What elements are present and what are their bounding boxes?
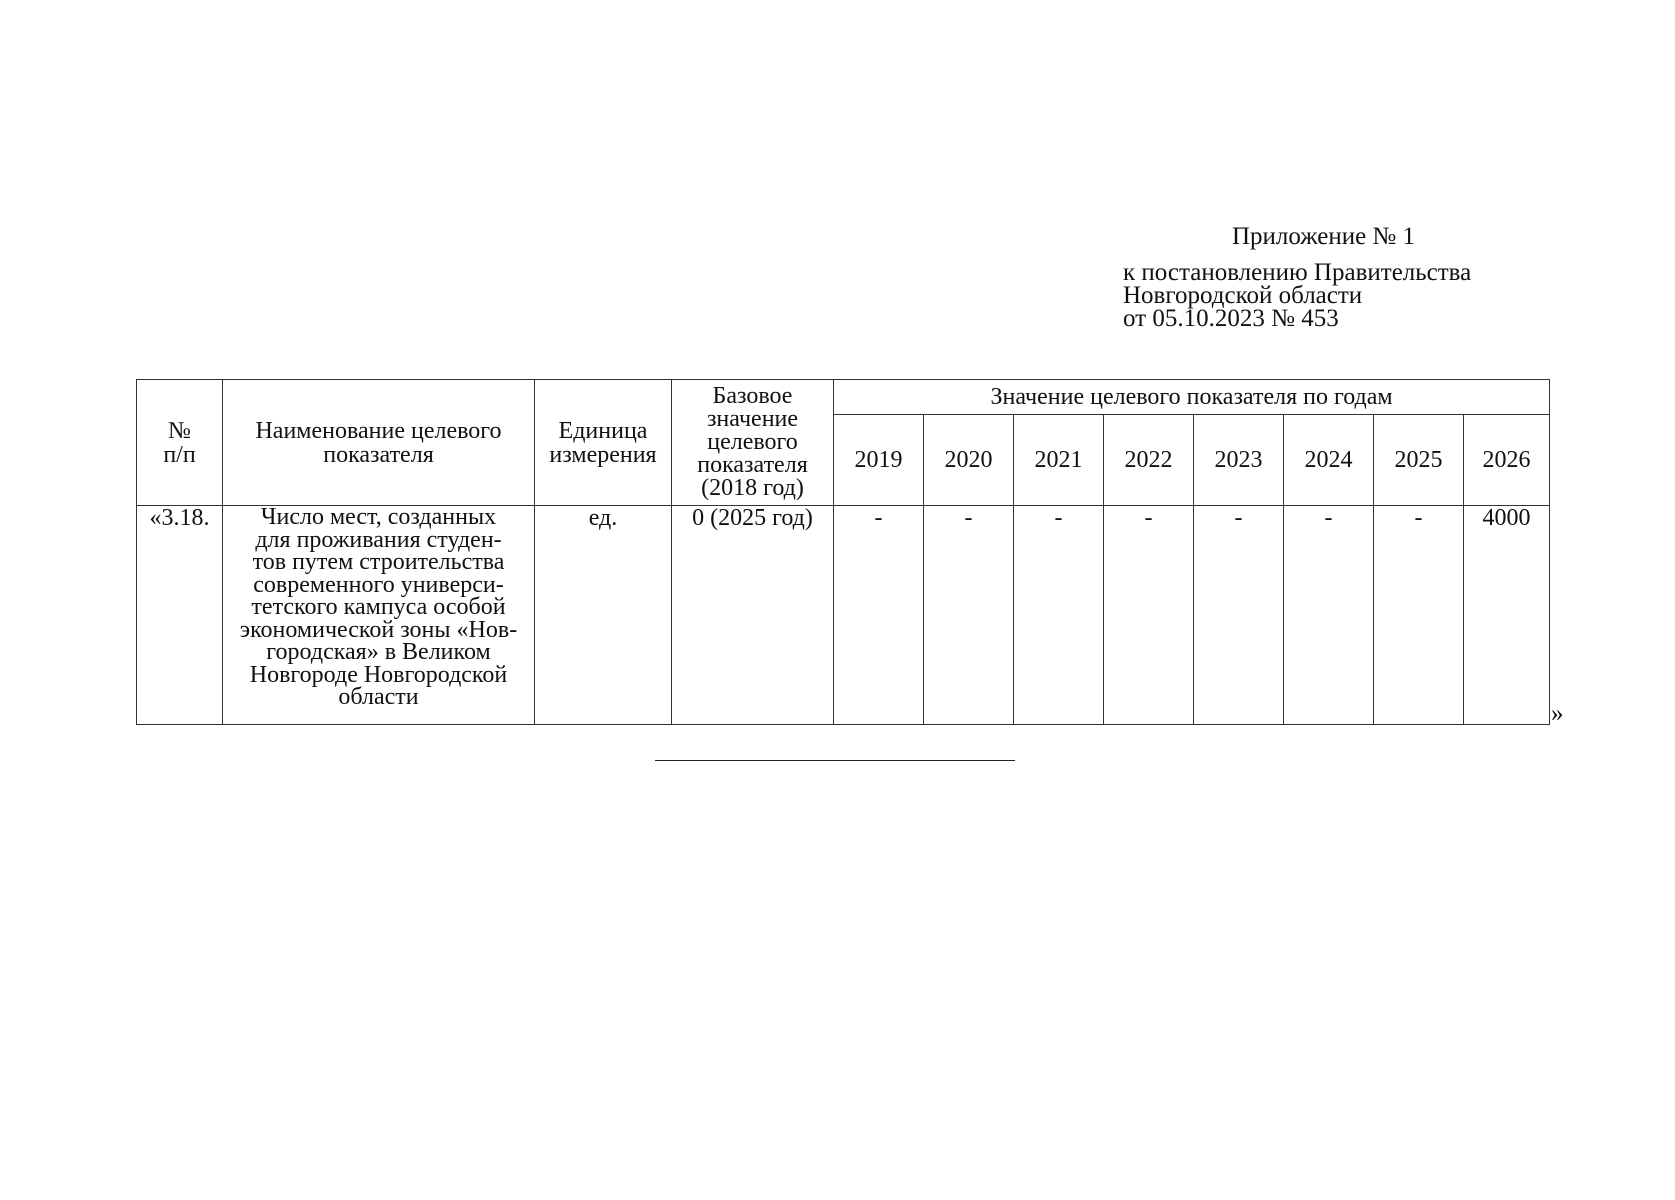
indicator-name-line: для проживания студен-: [255, 526, 502, 553]
header-year: 2020: [924, 415, 1014, 506]
indicator-name-line: тетского кампуса особой: [251, 594, 506, 620]
target-indicators-table: [136, 379, 1550, 725]
header-years-group: Значение целевого показателя по годам: [834, 380, 1550, 415]
indicator-name-line: тов путем строительства: [252, 549, 505, 575]
header-year: 2023: [1194, 415, 1284, 506]
indicator-name-line: области: [338, 684, 419, 710]
indicator-name-line: городская» в Великом: [266, 639, 491, 665]
indicator-name-line: экономической зоны «Нов-: [239, 616, 518, 643]
header-year: 2024: [1284, 415, 1374, 506]
appendix-reference-line: Новгородской области: [1123, 282, 1363, 309]
header-base-line: Базовое: [712, 383, 793, 409]
appendix-reference-line: к постановлению Правительства: [1123, 259, 1472, 286]
header-base-line: значение: [706, 406, 799, 432]
header-year: 2021: [1014, 415, 1104, 506]
header-base-line: (2018 год): [701, 475, 804, 501]
header-unit-line: измерения: [549, 441, 657, 468]
unit-cell: ед.: [535, 506, 672, 725]
separator-line: [655, 760, 1015, 761]
year-value-cell: -: [834, 506, 924, 725]
row-number: «3.18.: [137, 506, 223, 725]
year-value-cell: -: [1104, 506, 1194, 725]
header-year: 2022: [1104, 415, 1194, 506]
header-year: 2019: [834, 415, 924, 506]
base-value-cell: 0 (2025 год): [672, 506, 834, 725]
table-row: [137, 506, 1550, 725]
closing-quote: »: [1551, 700, 1564, 727]
year-value-cell: -: [1194, 506, 1284, 725]
year-value-cell: -: [1014, 506, 1104, 725]
header-number-line: п/п: [163, 441, 196, 468]
indicator-name-line: Новгороде Новгородской: [249, 661, 508, 688]
header-base-line: показателя: [697, 452, 808, 478]
header-base-value: [672, 380, 834, 506]
header-year: 2025: [1374, 415, 1464, 506]
header-base-line: целевого: [707, 429, 798, 455]
year-value-cell: -: [1374, 506, 1464, 725]
year-value-cell: -: [924, 506, 1014, 725]
header-name-line: Наименование целевого: [255, 417, 502, 444]
indicator-name-line: Число мест, созданных: [260, 504, 497, 530]
header-year: 2026: [1464, 415, 1550, 506]
header-number: [137, 380, 223, 506]
header-unit-line: Единица: [558, 417, 648, 444]
header-indicator-name: [223, 380, 535, 506]
appendix-reference: [1123, 261, 1471, 330]
year-value-cell: 4000: [1464, 506, 1550, 725]
header-unit: [535, 380, 672, 506]
indicator-name-line: современного универси-: [253, 571, 504, 598]
indicator-name: [223, 506, 535, 725]
year-value-cell: -: [1284, 506, 1374, 725]
header-row-top: [137, 380, 1550, 415]
header-number-line: №: [168, 417, 191, 444]
header-name-line: показателя: [323, 441, 434, 468]
appendix-reference-line: от 05.10.2023 № 453: [1123, 305, 1339, 332]
appendix-title: Приложение № 1: [1232, 223, 1416, 250]
